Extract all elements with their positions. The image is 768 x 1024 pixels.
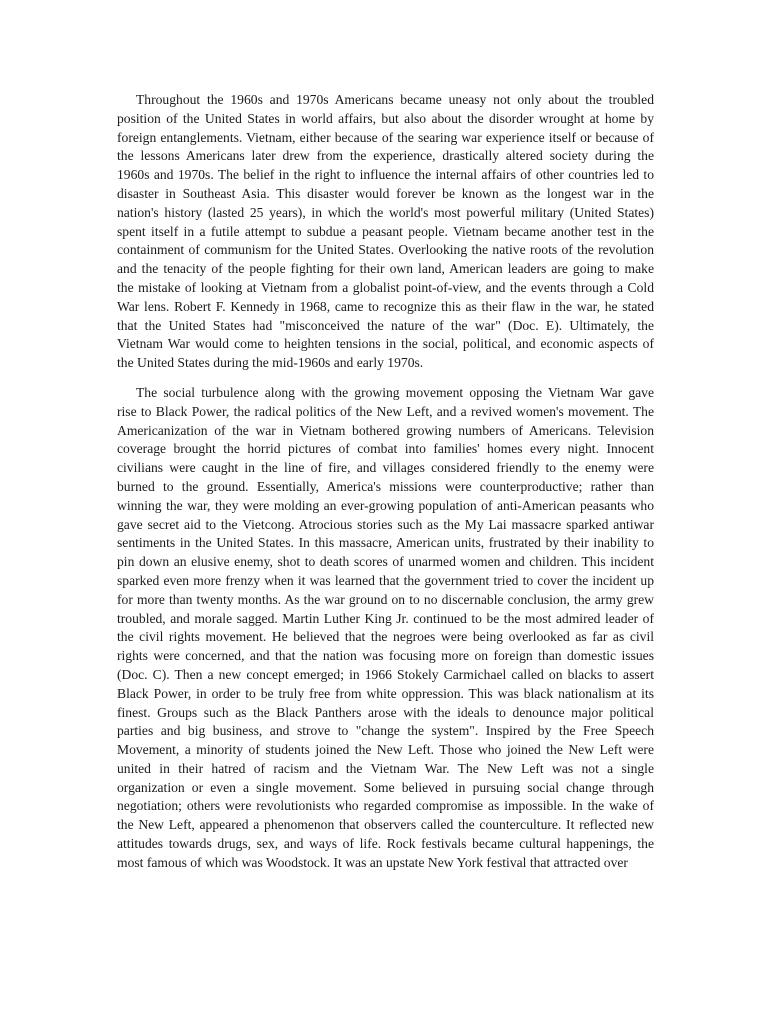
paragraph-spacer [117,373,654,384]
text-line: the United States during the mid-1960s and early 1970s. [117,355,424,371]
text-line: rights were concerned, and that the nation was focusing more on foreign than domestic issues [117,648,654,664]
text-line: and the tenacity of the people fighting for their own land, American leaders are going to make [117,261,654,277]
text-line: The social turbulence along with the growing movement opposing the Vietnam War gave [136,384,654,400]
text-line: Black Power, in order to be truly free from white oppression. This was black nationalism at its [117,685,654,701]
text-line: containment of communism for the United States. Overlooking the native roots of the revolution [117,242,654,258]
text-line: civilians were caught in the line of fire, and villages considered friendly to the enemy were [117,460,654,476]
text-line: most famous of which was Woodstock. It was an upstate New York festival that attracted over [117,854,628,870]
essay-body [117,91,654,873]
text-line: for more than twenty months. As the war ground on to no discernable conclusion, the army grew [117,591,654,607]
text-line: position of the United States in world affairs, but also about the disorder wrought at home by [117,110,654,126]
text-line: burned to the ground. Essentially, America's missions were counterproductive; rather than [117,478,654,494]
text-line: winning the war, they were molding an ever-growing population of anti-American peasants who [117,497,654,513]
text-line: coverage brought the horrid pictures of combat into families' homes every night. Innocent [117,441,654,457]
text-line: rise to Black Power, the radical politics of the New Left, and a revived women's movement. The [117,403,654,419]
text-line: Americanization of the war in Vietnam bothered growing numbers of Americans. Television [117,422,654,438]
text-line: nation's history (lasted 25 years), in which the world's most powerful military (United States) [117,204,654,220]
text-line: pin down an elusive enemy, shot to death scores of unarmed women and children. This incident [117,554,654,570]
paragraph-1 [117,91,654,373]
paragraph-2 [117,384,654,873]
text-line: gave secret aid to the Vietcong. Atrocious stories such as the My Lai massacre sparked antiwar [117,516,654,532]
text-line: that the United States had "misconceived the nature of the war" (Doc. E). Ultimately, the [117,317,654,333]
text-line: the New Left, appeared a phenomenon that observers called the counterculture. It reflected new [117,817,654,833]
text-line: attitudes towards drugs, sex, and ways of life. Rock festivals became cultural happenings, the [117,836,654,852]
text-line: disaster in Southeast Asia. This disaster would forever be known as the longest war in the [117,185,654,201]
text-line: Movement, a minority of students joined the New Left. Those who joined the New Left were [117,742,654,758]
text-line: spent itself in a futile attempt to subdue a peasant people. Vietnam became another test in the [117,223,654,239]
text-line: finest. Groups such as the Black Panthers arose with the ideals to denounce major political [117,704,654,720]
text-line: sparked even more frenzy when it was learned that the government tried to cover the incident up [117,572,654,588]
text-line: troubled, and morale sagged. Martin Luther King Jr. continued to be the most admired leader of [117,610,654,626]
text-line: the civil rights movement. He believed that the negroes were being overlooked as far as civil [117,629,654,645]
text-line: negotiation; others were revolutionists who regarded compromise as impossible. In the wake of [117,798,654,814]
text-line: parties and big business, and strove to "change the system". Inspired by the Free Speech [117,723,654,739]
text-line: Vietnam War would come to heighten tensions in the social, political, and economic aspects of [117,336,654,352]
text-line: War lens. Robert F. Kennedy in 1968, came to recognize this as their flaw in the war, he stated [117,298,654,314]
text-line: the mistake of looking at Vietnam from a globalist point-of-view, and the events through a Cold [117,279,654,295]
text-line: organization or even a single movement. Some believed in pursuing social change through [117,779,654,795]
text-line: Throughout the 1960s and 1970s Americans became uneasy not only about the troubled [136,92,654,107]
text-line: 1960s and 1970s. The belief in the right to influence the internal affairs of other countries led to [117,167,654,183]
text-line: (Doc. C). Then a new concept emerged; in 1966 Stokely Carmichael called on blacks to assert [117,666,654,682]
text-line: foreign entanglements. Vietnam, either because of the searing war experience itself or because of [117,129,654,145]
text-line: united in their hatred of racism and the Vietnam War. The New Left was not a single [117,760,654,776]
text-line: the lessons Americans later drew from the experience, drastically altered society during the [117,148,654,164]
text-line: sentiments in the United States. In this massacre, American units, frustrated by their inability to [117,535,654,551]
